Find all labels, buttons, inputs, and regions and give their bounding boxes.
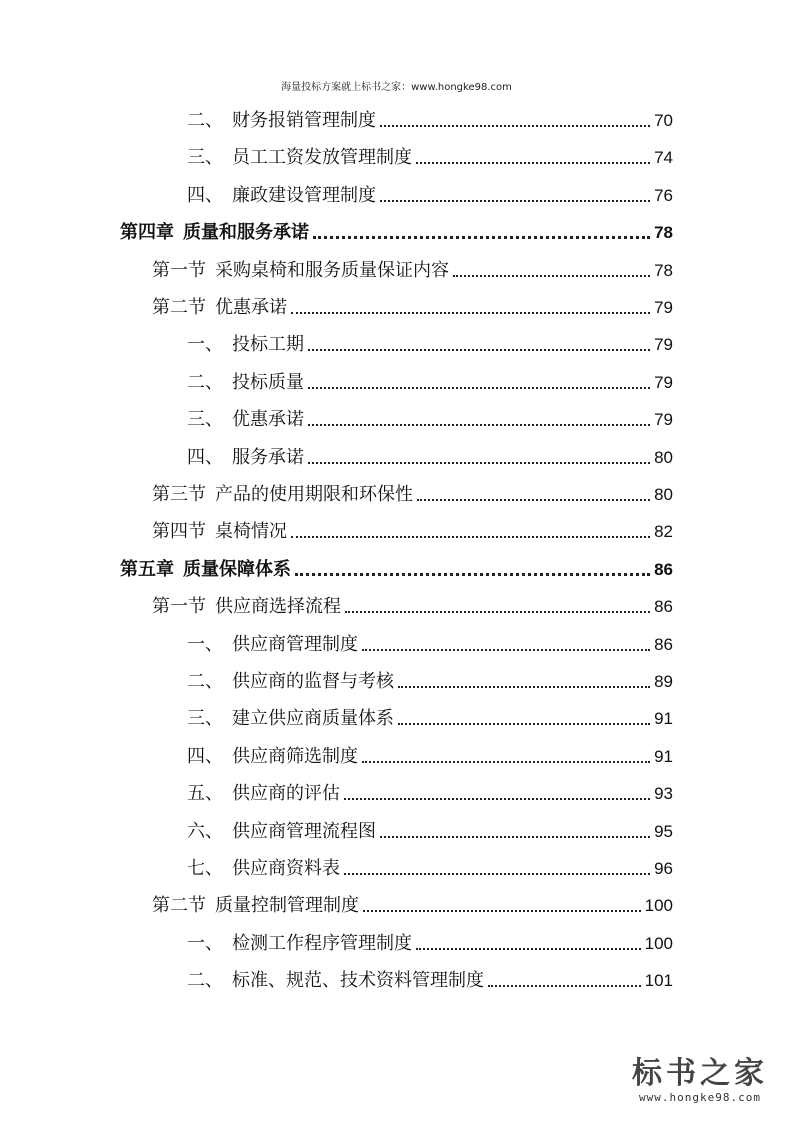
- toc-entry-title: 供应商的监督与考核: [232, 671, 394, 692]
- toc-entry-page: 86: [654, 559, 673, 579]
- toc-entry[interactable]: [152, 887, 673, 917]
- toc-leader-dots: [308, 424, 650, 426]
- toc-entry-title: 检测工作程序管理制度: [232, 932, 412, 954]
- toc-entry-number: 第二节: [152, 895, 206, 917]
- toc-leader-dots: [398, 686, 650, 688]
- toc-entry[interactable]: [152, 289, 673, 319]
- toc-entry[interactable]: [187, 925, 673, 955]
- toc-entry-page: 78: [654, 223, 673, 243]
- toc-entry-title: 供应商管理流程图: [232, 820, 376, 842]
- toc-entry-page: 91: [654, 709, 673, 729]
- toc-entry-page: 100: [644, 896, 673, 916]
- brand-logo: [625, 1057, 775, 1104]
- toc-leader-dots: [380, 125, 650, 127]
- toc-entry-page: 82: [654, 522, 673, 542]
- toc-entry[interactable]: [187, 775, 673, 805]
- toc-entry[interactable]: [187, 626, 673, 656]
- toc-entry-page: 96: [654, 859, 673, 878]
- toc-entry-page: 101: [644, 971, 673, 991]
- toc-leader-dots: [291, 536, 650, 538]
- toc-entry-page: 79: [654, 298, 673, 317]
- toc-entry[interactable]: [187, 663, 673, 693]
- toc-leader-dots: [308, 387, 650, 389]
- toc-entry-number: 第四章: [120, 222, 174, 244]
- toc-entry-title: 优惠承诺: [215, 297, 287, 318]
- toc-leader-dots: [363, 910, 641, 912]
- toc-entry[interactable]: [187, 962, 673, 992]
- toc-leader-dots: [295, 573, 650, 576]
- toc-entry-number: 三、: [187, 147, 223, 169]
- toc-entry[interactable]: [187, 177, 673, 207]
- toc-entry-page: 78: [654, 260, 673, 280]
- toc-entry[interactable]: [120, 214, 673, 244]
- toc-entry-title: 投标工期: [232, 334, 304, 356]
- toc-entry-page: 86: [654, 597, 673, 617]
- toc-entry[interactable]: [187, 401, 673, 431]
- toc-entry-title: 廉政建设管理制度: [232, 184, 376, 206]
- toc-entry[interactable]: [187, 102, 673, 132]
- toc-leader-dots: [416, 162, 650, 164]
- toc-entry-page: 89: [654, 672, 673, 691]
- toc-entry-page: 79: [654, 335, 673, 355]
- toc-entry-number: 二、: [187, 371, 223, 393]
- toc-entry-title: 建立供应商质量体系: [232, 708, 394, 730]
- toc-entry-number: 四、: [187, 184, 223, 206]
- toc-entry-title: 桌椅情况: [215, 521, 287, 543]
- toc-leader-dots: [488, 985, 641, 987]
- toc-leader-dots: [416, 948, 641, 950]
- toc-entry-title: 质量控制管理制度: [215, 895, 359, 917]
- toc-entry-page: 86: [654, 634, 673, 654]
- toc-entry-number: 二、: [187, 110, 223, 131]
- toc-entry-number: 七、: [187, 858, 223, 879]
- toc-entry-title: 员工工资发放管理制度: [232, 147, 412, 169]
- toc-entry-number: 四、: [187, 446, 223, 468]
- toc-leader-dots: [362, 761, 650, 763]
- toc-entry-number: 四、: [187, 745, 223, 767]
- toc-leader-dots: [362, 649, 650, 651]
- toc-entry-number: 三、: [187, 409, 223, 431]
- toc-entry-page: 70: [654, 111, 673, 130]
- toc-entry-number: 六、: [187, 820, 223, 842]
- toc-entry[interactable]: [152, 476, 673, 506]
- toc-entry-page: 79: [654, 372, 673, 392]
- toc-entry-title: 质量保障体系: [183, 558, 291, 580]
- toc-entry-number: 一、: [187, 633, 223, 655]
- toc-entry[interactable]: [187, 139, 673, 169]
- toc-entry-number: 第一节: [152, 259, 206, 281]
- toc-entry-page: 91: [654, 746, 673, 766]
- toc-leader-dots: [398, 723, 650, 725]
- toc-entry-number: 第一节: [152, 596, 206, 618]
- toc-entry-page: 74: [654, 148, 673, 168]
- toc-entry-title: 供应商管理制度: [232, 633, 358, 655]
- toc-entry-title: 供应商的评估: [232, 783, 340, 805]
- toc-entry-title: 供应商筛选制度: [232, 745, 358, 767]
- toc-entry-page: 80: [654, 447, 673, 467]
- toc-entry-page: 79: [654, 410, 673, 430]
- toc-entry-title: 采购桌椅和服务质量保证内容: [215, 259, 449, 281]
- toc-leader-dots: [291, 312, 650, 314]
- toc-entry-title: 服务承诺: [232, 446, 304, 468]
- toc-entry-page: 76: [654, 185, 673, 205]
- toc-entry-number: 二、: [187, 671, 223, 692]
- toc-entry-title: 财务报销管理制度: [232, 110, 376, 131]
- toc-entry-number: 一、: [187, 932, 223, 954]
- toc-entry-page: 95: [654, 821, 673, 841]
- toc-entry-number: 第五章: [120, 558, 174, 580]
- toc-entry[interactable]: [187, 738, 673, 768]
- toc-leader-dots: [417, 499, 650, 501]
- toc-entry-number: 一、: [187, 334, 223, 356]
- toc-leader-dots: [313, 236, 650, 239]
- toc-entry-number: 第三节: [152, 484, 206, 505]
- toc-entry-title: 投标质量: [232, 371, 304, 393]
- toc-entry-number: 二、: [187, 970, 223, 992]
- toc-entry[interactable]: [187, 439, 673, 469]
- toc-leader-dots: [453, 275, 650, 277]
- toc-entry-number: 五、: [187, 783, 223, 805]
- toc-entry-number: 三、: [187, 708, 223, 730]
- toc-entry-page: 80: [654, 485, 673, 504]
- toc-entry-title: 产品的使用期限和环保性: [215, 484, 413, 505]
- toc-entry[interactable]: [120, 551, 673, 581]
- toc-entry-title: 供应商选择流程: [215, 596, 341, 618]
- toc-entry-title: 质量和服务承诺: [183, 222, 309, 244]
- toc-entry[interactable]: [152, 513, 673, 543]
- toc-leader-dots: [344, 873, 650, 875]
- toc-entry-title: 供应商资料表: [232, 858, 340, 879]
- toc-leader-dots: [345, 611, 650, 613]
- toc-entry[interactable]: [152, 588, 673, 618]
- toc-entry[interactable]: [187, 700, 673, 730]
- toc-leader-dots: [308, 462, 650, 464]
- toc-entry-title: 优惠承诺: [232, 409, 304, 431]
- toc-entry[interactable]: [152, 252, 673, 282]
- toc-entry-number: 第二节: [152, 297, 206, 318]
- toc-leader-dots: [380, 200, 650, 202]
- page-header: 海量投标方案就上标书之家：www.hongke98.com: [281, 82, 512, 93]
- toc-entry[interactable]: [187, 364, 673, 394]
- toc-entry-page: 100: [644, 933, 673, 953]
- toc-leader-dots: [380, 836, 650, 838]
- toc-entry-title: 标准、规范、技术资料管理制度: [232, 970, 484, 992]
- toc-entry[interactable]: [187, 813, 673, 843]
- logo-url: www.hongke98.com: [639, 1091, 761, 1104]
- logo-title: 标书之家: [632, 1056, 768, 1091]
- toc-entry[interactable]: [187, 850, 673, 880]
- toc-entry-page: 93: [654, 784, 673, 804]
- toc-entry-number: 第四节: [152, 521, 206, 543]
- toc-leader-dots: [308, 349, 650, 351]
- toc-entry[interactable]: [187, 326, 673, 356]
- toc-leader-dots: [344, 798, 650, 800]
